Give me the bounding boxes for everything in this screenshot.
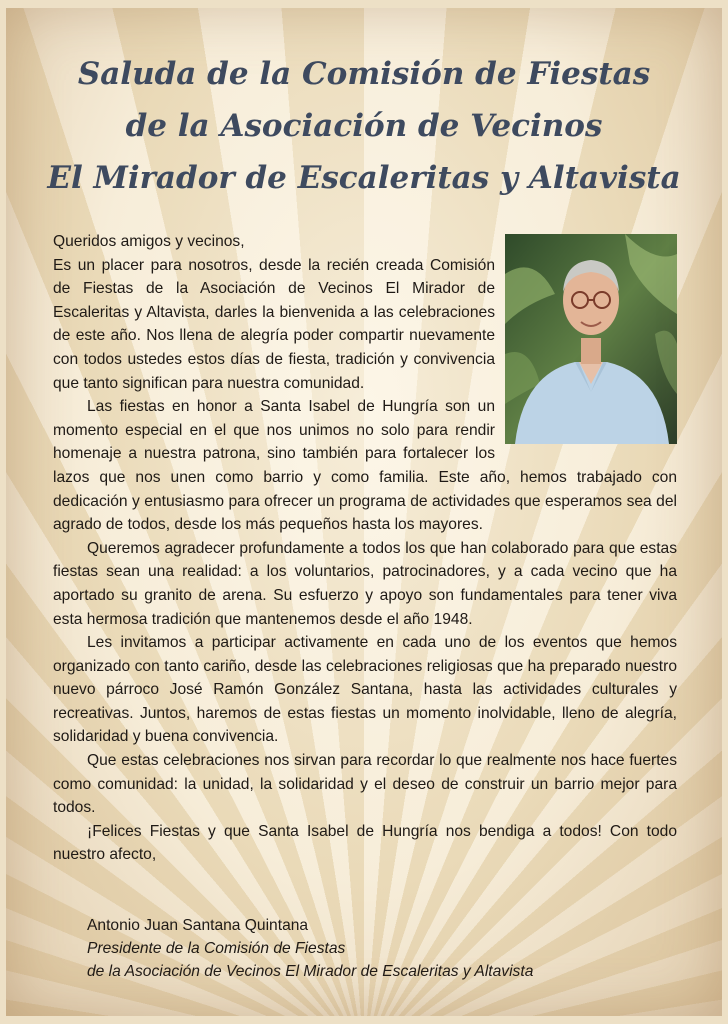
paragraph-4: Les invitamos a participar activamente en cada uno de los eventos que hemos organizado con tanto cariño, desde las celebraciones religiosas que ha preparado nuestro nuevo párroco José Ramón González Santana, hasta las actividades culturales y recreativas. Juntos, haremos de estas fiestas un momento inolvidable, lleno de alegría, solidaridad y buena convivencia. [53,634,677,746]
title-line-3: El Mirador de Escaleritas y Altavista [47,160,681,196]
signatory-organization: de la Asociación de Vecinos El Mirador de Escaleritas y Altavista [87,963,534,981]
signatory-name: Antonio Juan Santana Quintana [87,917,309,935]
spacer [53,867,677,914]
title-line-2: de la Asociación de Vecinos [125,108,603,144]
greeting: Queridos amigos y vecinos, [53,233,245,250]
title-line-1: Saluda de la Comisión de Fiestas [77,56,651,92]
paragraph-1: Es un placer para nosotros, desde la recién creada Comisión de Fiestas de la Asociación de Vecinos El Mirador de Escaleritas y Altavista, darles la bienvenida a las celebraciones de este año. Nos llena de alegría poder compartir nuevamente con todos ustedes estos días de fiesta, tradición y convivencia que tanto significan para nuestra comunidad. [53,256,495,392]
signatory-role: Presidente de la Comisión de Fiestas [87,940,346,958]
letter-body [53,230,677,983]
poster-page [6,8,722,1016]
page-title [6,48,722,204]
paragraph-5: Que estas celebraciones nos sirvan para recordar lo que realmente nos hace fuertes como comunidad: la unidad, la solidaridad y el deseo de construir un barrio mejor para todos. [53,752,677,817]
president-photo [505,234,677,444]
paragraph-2: Las fiestas en honor a Santa Isabel de Hungría son un momento especial en el que nos unimos no solo para rendir homenaje a nuestra patrona, sino también para fortalecer los lazos que nos unen como barrio y como familia. Este año, hemos trabajado con dedicación y entusiasmo para ofrecer un programa de actividades que esperamos sea del agrado de todos, desde los más pequeños hasta los mayores. [53,398,677,534]
signature-block [53,914,677,983]
paragraph-6: ¡Felices Fiestas y que Santa Isabel de Hungría nos bendiga a todos! Con todo nuestro afecto, [53,822,677,864]
portrait-image [505,234,677,444]
paragraph-3: Queremos agradecer profundamente a todos los que han colaborado para que estas fiestas sean una realidad: a los voluntarios, patrocinadores, y a cada vecino que ha aportado su granito de arena. Su esfuerzo y apoyo son fundamentales para tener viva esta hermosa tradición que mantenemos desde el año 1948. [53,539,677,628]
